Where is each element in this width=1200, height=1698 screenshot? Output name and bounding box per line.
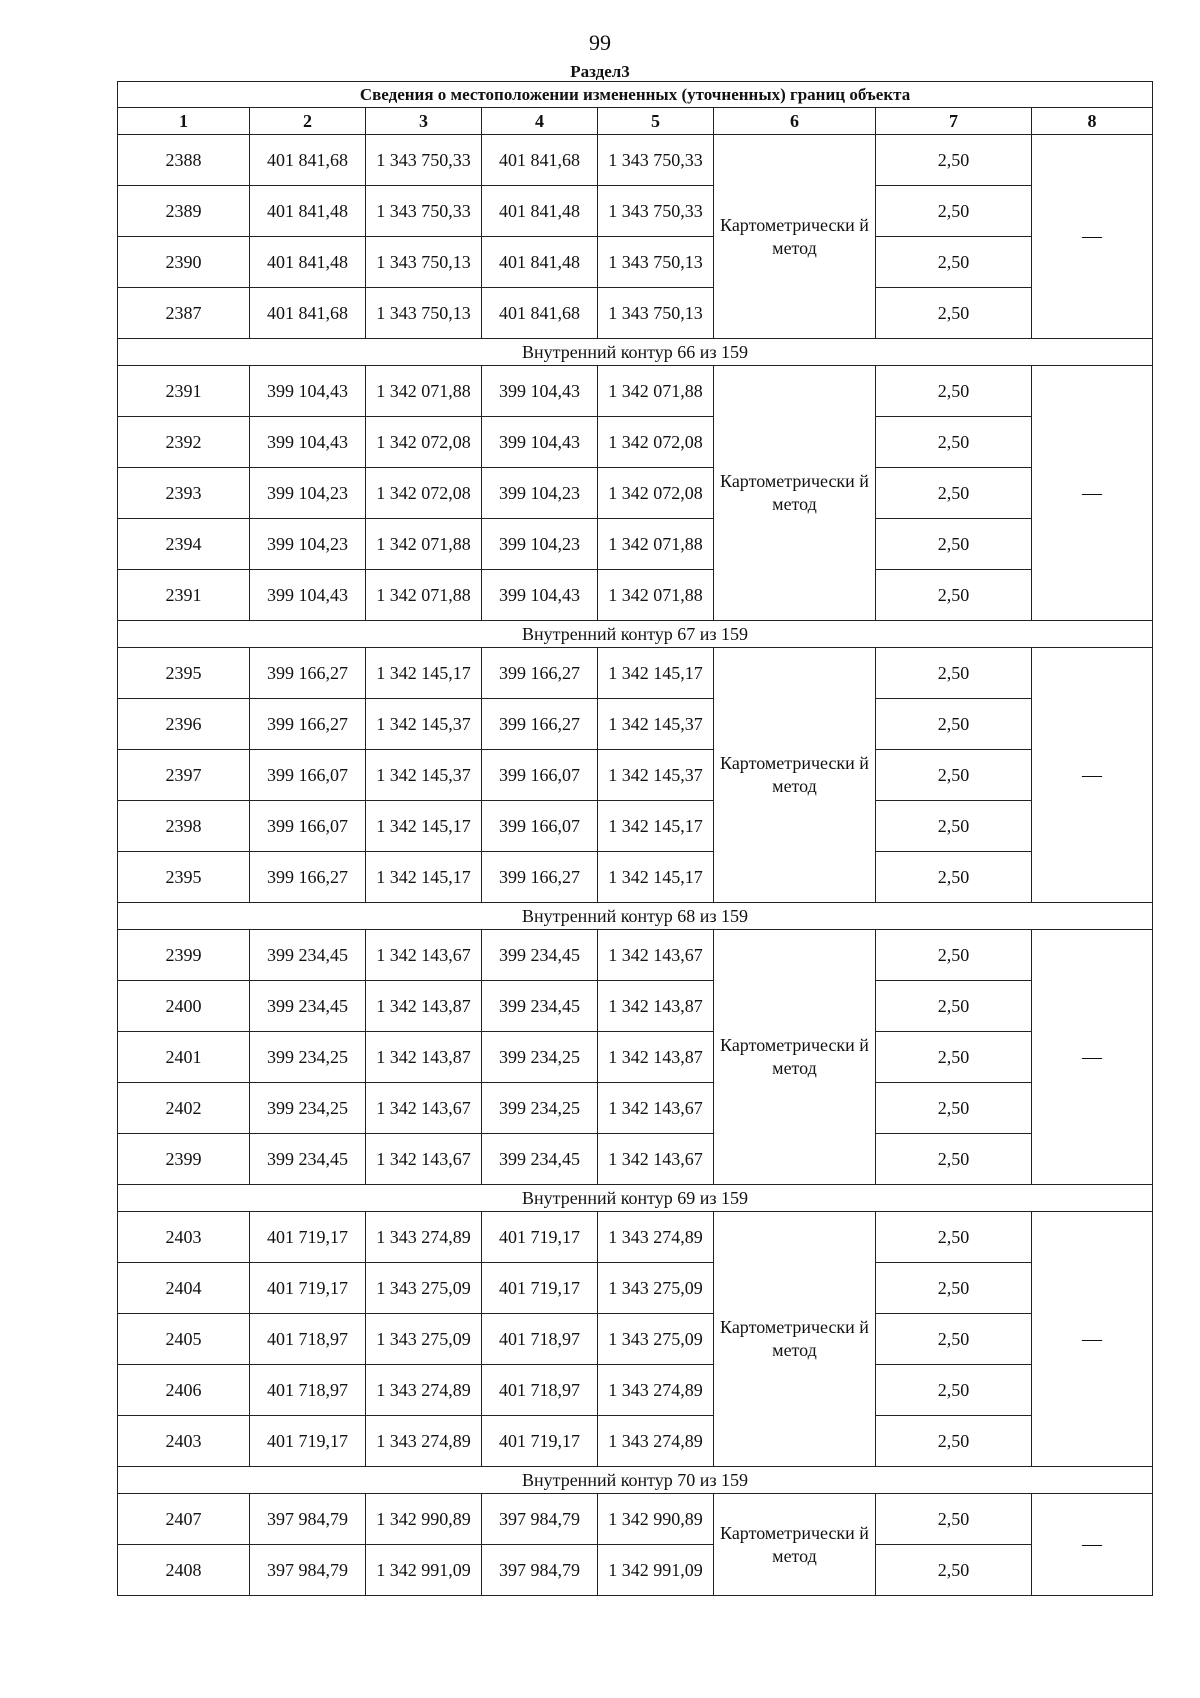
x-new-cell: 401 841,48 (482, 186, 598, 237)
accuracy-cell: 2,50 (876, 699, 1032, 750)
column-header: 2 (250, 108, 366, 135)
table-body (118, 135, 1153, 1596)
accuracy-cell: 2,50 (876, 366, 1032, 417)
y-new-cell: 1 343 750,13 (598, 288, 714, 339)
y-new-cell: 1 342 991,09 (598, 1545, 714, 1596)
y-new-cell: 1 342 071,88 (598, 570, 714, 621)
x-old-cell: 399 104,43 (250, 366, 366, 417)
table-row (118, 1314, 1153, 1365)
y-old-cell: 1 343 750,13 (366, 237, 482, 288)
x-new-cell: 399 166,27 (482, 648, 598, 699)
x-old-cell: 399 234,25 (250, 1032, 366, 1083)
x-new-cell: 397 984,79 (482, 1545, 598, 1596)
y-old-cell: 1 342 143,67 (366, 1134, 482, 1185)
method-cell: Картометрически й метод (714, 135, 876, 339)
x-new-cell: 399 234,45 (482, 981, 598, 1032)
y-old-cell: 1 342 143,87 (366, 1032, 482, 1083)
contour-label: Внутренний контур 67 из 159 (118, 621, 1153, 648)
table-row (118, 930, 1153, 981)
accuracy-cell: 2,50 (876, 1083, 1032, 1134)
y-new-cell: 1 343 274,89 (598, 1212, 714, 1263)
accuracy-cell: 2,50 (876, 417, 1032, 468)
x-new-cell: 399 104,43 (482, 417, 598, 468)
y-new-cell: 1 342 145,17 (598, 801, 714, 852)
y-new-cell: 1 343 274,89 (598, 1365, 714, 1416)
accuracy-cell: 2,50 (876, 519, 1032, 570)
y-new-cell: 1 342 143,67 (598, 1083, 714, 1134)
y-old-cell: 1 342 145,17 (366, 852, 482, 903)
accuracy-cell: 2,50 (876, 1263, 1032, 1314)
table-row (118, 1134, 1153, 1185)
column-header: 1 (118, 108, 250, 135)
table-row (118, 648, 1153, 699)
x-new-cell: 401 719,17 (482, 1263, 598, 1314)
accuracy-cell: 2,50 (876, 468, 1032, 519)
y-new-cell: 1 342 072,08 (598, 417, 714, 468)
y-old-cell: 1 342 145,17 (366, 648, 482, 699)
x-old-cell: 399 234,45 (250, 1134, 366, 1185)
x-old-cell: 401 841,68 (250, 135, 366, 186)
point-number-cell: 2391 (118, 366, 250, 417)
accuracy-cell: 2,50 (876, 981, 1032, 1032)
x-old-cell: 399 166,27 (250, 699, 366, 750)
y-old-cell: 1 342 991,09 (366, 1545, 482, 1596)
x-old-cell: 401 719,17 (250, 1416, 366, 1467)
accuracy-cell: 2,50 (876, 930, 1032, 981)
y-new-cell: 1 343 750,33 (598, 135, 714, 186)
x-old-cell: 399 104,43 (250, 570, 366, 621)
x-new-cell: 401 718,97 (482, 1314, 598, 1365)
x-new-cell: 399 166,07 (482, 801, 598, 852)
table-row (118, 186, 1153, 237)
y-old-cell: 1 343 275,09 (366, 1263, 482, 1314)
contour-header-row (118, 1185, 1153, 1212)
y-old-cell: 1 342 145,17 (366, 801, 482, 852)
contour-header-row (118, 903, 1153, 930)
y-old-cell: 1 343 750,33 (366, 135, 482, 186)
point-number-cell: 2400 (118, 981, 250, 1032)
y-new-cell: 1 343 750,33 (598, 186, 714, 237)
table-row (118, 1032, 1153, 1083)
table-row (118, 135, 1153, 186)
x-new-cell: 399 166,27 (482, 699, 598, 750)
accuracy-cell: 2,50 (876, 186, 1032, 237)
point-number-cell: 2407 (118, 1494, 250, 1545)
accuracy-cell: 2,50 (876, 1365, 1032, 1416)
x-new-cell: 399 104,23 (482, 468, 598, 519)
point-number-cell: 2389 (118, 186, 250, 237)
point-number-cell: 2406 (118, 1365, 250, 1416)
x-old-cell: 397 984,79 (250, 1545, 366, 1596)
y-new-cell: 1 342 145,37 (598, 750, 714, 801)
y-old-cell: 1 343 275,09 (366, 1314, 482, 1365)
accuracy-cell: 2,50 (876, 237, 1032, 288)
x-old-cell: 401 718,97 (250, 1365, 366, 1416)
column-header: 6 (714, 108, 876, 135)
y-new-cell: 1 343 750,13 (598, 237, 714, 288)
accuracy-cell: 2,50 (876, 801, 1032, 852)
table-row (118, 1083, 1153, 1134)
point-number-cell: 2390 (118, 237, 250, 288)
column-header: 8 (1032, 108, 1153, 135)
contour-label: Внутренний контур 68 из 159 (118, 903, 1153, 930)
accuracy-cell: 2,50 (876, 1494, 1032, 1545)
x-old-cell: 399 166,27 (250, 852, 366, 903)
y-old-cell: 1 342 143,67 (366, 1083, 482, 1134)
point-number-cell: 2398 (118, 801, 250, 852)
x-old-cell: 399 104,23 (250, 519, 366, 570)
x-new-cell: 399 234,25 (482, 1032, 598, 1083)
y-new-cell: 1 342 145,17 (598, 852, 714, 903)
table-row (118, 519, 1153, 570)
point-number-cell: 2408 (118, 1545, 250, 1596)
table-row (118, 417, 1153, 468)
contour-header-row (118, 621, 1153, 648)
x-new-cell: 399 166,27 (482, 852, 598, 903)
y-old-cell: 1 342 145,37 (366, 750, 482, 801)
y-old-cell: 1 343 274,89 (366, 1365, 482, 1416)
y-new-cell: 1 342 143,67 (598, 930, 714, 981)
table-row (118, 1416, 1153, 1467)
y-old-cell: 1 343 750,33 (366, 186, 482, 237)
x-new-cell: 401 841,68 (482, 135, 598, 186)
x-new-cell: 397 984,79 (482, 1494, 598, 1545)
method-cell: Картометрически й метод (714, 366, 876, 621)
note-cell: — (1032, 135, 1153, 339)
accuracy-cell: 2,50 (876, 135, 1032, 186)
y-new-cell: 1 342 143,87 (598, 1032, 714, 1083)
accuracy-cell: 2,50 (876, 852, 1032, 903)
accuracy-cell: 2,50 (876, 1134, 1032, 1185)
x-old-cell: 399 234,45 (250, 981, 366, 1032)
x-old-cell: 401 841,68 (250, 288, 366, 339)
y-new-cell: 1 342 072,08 (598, 468, 714, 519)
x-new-cell: 399 104,43 (482, 570, 598, 621)
x-old-cell: 399 104,23 (250, 468, 366, 519)
x-old-cell: 399 234,45 (250, 930, 366, 981)
note-cell: — (1032, 648, 1153, 903)
x-old-cell: 401 719,17 (250, 1263, 366, 1314)
note-cell: — (1032, 1212, 1153, 1467)
y-old-cell: 1 342 990,89 (366, 1494, 482, 1545)
method-cell: Картометрически й метод (714, 648, 876, 903)
point-number-cell: 2395 (118, 648, 250, 699)
table-row (118, 801, 1153, 852)
y-old-cell: 1 342 072,08 (366, 468, 482, 519)
boundary-coordinates-table (117, 81, 1153, 1596)
x-old-cell: 401 719,17 (250, 1212, 366, 1263)
point-number-cell: 2392 (118, 417, 250, 468)
y-new-cell: 1 343 275,09 (598, 1314, 714, 1365)
y-new-cell: 1 342 990,89 (598, 1494, 714, 1545)
point-number-cell: 2405 (118, 1314, 250, 1365)
table-row (118, 750, 1153, 801)
x-old-cell: 399 166,27 (250, 648, 366, 699)
method-cell: Картометрически й метод (714, 1494, 876, 1596)
y-new-cell: 1 342 143,67 (598, 1134, 714, 1185)
y-old-cell: 1 343 274,89 (366, 1416, 482, 1467)
y-old-cell: 1 342 143,87 (366, 981, 482, 1032)
y-old-cell: 1 342 143,67 (366, 930, 482, 981)
table-row (118, 1263, 1153, 1314)
method-cell: Картометрически й метод (714, 1212, 876, 1467)
x-old-cell: 401 718,97 (250, 1314, 366, 1365)
x-old-cell: 399 166,07 (250, 750, 366, 801)
table-row (118, 237, 1153, 288)
column-header: 3 (366, 108, 482, 135)
section-heading: Раздел3 (570, 62, 630, 81)
method-cell: Картометрически й метод (714, 930, 876, 1185)
accuracy-cell: 2,50 (876, 288, 1032, 339)
point-number-cell: 2397 (118, 750, 250, 801)
table-row (118, 288, 1153, 339)
accuracy-cell: 2,50 (876, 648, 1032, 699)
y-old-cell: 1 343 274,89 (366, 1212, 482, 1263)
point-number-cell: 2399 (118, 1134, 250, 1185)
accuracy-cell: 2,50 (876, 1314, 1032, 1365)
x-old-cell: 399 166,07 (250, 801, 366, 852)
y-new-cell: 1 342 145,17 (598, 648, 714, 699)
point-number-cell: 2393 (118, 468, 250, 519)
accuracy-cell: 2,50 (876, 1032, 1032, 1083)
y-new-cell: 1 342 071,88 (598, 519, 714, 570)
table-row (118, 468, 1153, 519)
y-new-cell: 1 343 275,09 (598, 1263, 714, 1314)
point-number-cell: 2403 (118, 1416, 250, 1467)
point-number-cell: 2391 (118, 570, 250, 621)
table-row (118, 1545, 1153, 1596)
contour-header-row (118, 339, 1153, 366)
accuracy-cell: 2,50 (876, 1212, 1032, 1263)
contour-label: Внутренний контур 69 из 159 (118, 1185, 1153, 1212)
accuracy-cell: 2,50 (876, 1416, 1032, 1467)
x-old-cell: 399 104,43 (250, 417, 366, 468)
accuracy-cell: 2,50 (876, 1545, 1032, 1596)
y-new-cell: 1 343 274,89 (598, 1416, 714, 1467)
note-cell: — (1032, 1494, 1153, 1596)
y-old-cell: 1 342 072,08 (366, 417, 482, 468)
y-new-cell: 1 342 145,37 (598, 699, 714, 750)
table-row (118, 1212, 1153, 1263)
point-number-cell: 2388 (118, 135, 250, 186)
table-row (118, 981, 1153, 1032)
point-number-cell: 2403 (118, 1212, 250, 1263)
y-old-cell: 1 343 750,13 (366, 288, 482, 339)
x-new-cell: 401 719,17 (482, 1212, 598, 1263)
table-row (118, 570, 1153, 621)
table-title: Сведения о местоположении измененных (уточненных) границ объекта (118, 82, 1153, 108)
point-number-cell: 2401 (118, 1032, 250, 1083)
x-new-cell: 399 234,45 (482, 1134, 598, 1185)
accuracy-cell: 2,50 (876, 570, 1032, 621)
contour-label: Внутренний контур 66 из 159 (118, 339, 1153, 366)
point-number-cell: 2404 (118, 1263, 250, 1314)
y-old-cell: 1 342 071,88 (366, 570, 482, 621)
column-header: 7 (876, 108, 1032, 135)
x-new-cell: 401 719,17 (482, 1416, 598, 1467)
x-new-cell: 399 234,45 (482, 930, 598, 981)
y-old-cell: 1 342 071,88 (366, 366, 482, 417)
y-old-cell: 1 342 071,88 (366, 519, 482, 570)
table-row (118, 852, 1153, 903)
table-row (118, 1494, 1153, 1545)
x-new-cell: 401 718,97 (482, 1365, 598, 1416)
x-old-cell: 399 234,25 (250, 1083, 366, 1134)
column-header: 5 (598, 108, 714, 135)
note-cell: — (1032, 930, 1153, 1185)
contour-label: Внутренний контур 70 из 159 (118, 1467, 1153, 1494)
x-new-cell: 399 104,43 (482, 366, 598, 417)
x-new-cell: 399 166,07 (482, 750, 598, 801)
y-new-cell: 1 342 143,87 (598, 981, 714, 1032)
note-cell: — (1032, 366, 1153, 621)
x-new-cell: 399 104,23 (482, 519, 598, 570)
accuracy-cell: 2,50 (876, 750, 1032, 801)
y-old-cell: 1 342 145,37 (366, 699, 482, 750)
point-number-cell: 2395 (118, 852, 250, 903)
x-old-cell: 401 841,48 (250, 186, 366, 237)
x-new-cell: 399 234,25 (482, 1083, 598, 1134)
point-number-cell: 2402 (118, 1083, 250, 1134)
column-number-row (118, 108, 1153, 135)
table-row (118, 1365, 1153, 1416)
table-row (118, 366, 1153, 417)
point-number-cell: 2399 (118, 930, 250, 981)
y-new-cell: 1 342 071,88 (598, 366, 714, 417)
x-old-cell: 397 984,79 (250, 1494, 366, 1545)
page-number: 99 (589, 30, 611, 55)
point-number-cell: 2394 (118, 519, 250, 570)
table-row (118, 699, 1153, 750)
contour-header-row (118, 1467, 1153, 1494)
point-number-cell: 2387 (118, 288, 250, 339)
x-new-cell: 401 841,68 (482, 288, 598, 339)
column-header: 4 (482, 108, 598, 135)
x-old-cell: 401 841,48 (250, 237, 366, 288)
point-number-cell: 2396 (118, 699, 250, 750)
x-new-cell: 401 841,48 (482, 237, 598, 288)
